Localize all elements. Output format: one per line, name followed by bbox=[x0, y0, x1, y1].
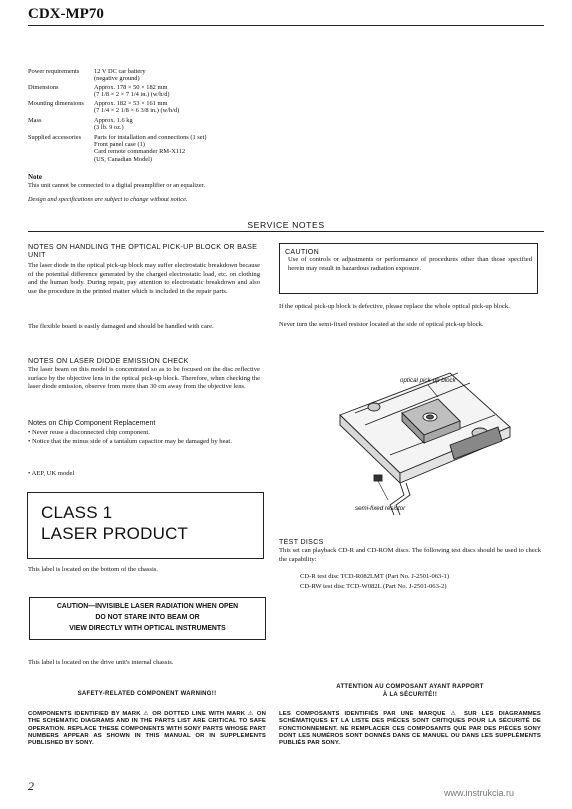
spec-value-line: Parts for installation and connections (1 set) bbox=[94, 134, 207, 141]
laser-warning-label bbox=[29, 597, 266, 640]
caution-heading: CAUTION bbox=[285, 248, 320, 256]
class1-line1: CLASS 1 bbox=[41, 503, 113, 522]
spec-label: Supplied accessories bbox=[28, 134, 82, 141]
label-drive-note: This label is located on the drive unit's internal chassis. bbox=[28, 659, 174, 666]
label-bottom-note: This label is located on the bottom of the chassis. bbox=[28, 566, 159, 573]
pickup-note-2: Never turn the semi-fixed resistor located at the side of optical pick-up block. bbox=[279, 321, 484, 328]
spec-value-line: Approx. 178 × 50 × 182 mm bbox=[94, 84, 168, 91]
laser-check-text: The laser beam on this model is concentrated so as to be focused on the disc reflective surface by the objective lens in the optical pick-up block. Therefore, when checking the laser diode emission, observe from more than 30 cm away from the objective lens. bbox=[28, 366, 260, 391]
spec-value-line: Approx. 182 × 53 × 161 mm bbox=[94, 100, 168, 107]
warning-line1: CAUTION—INVISIBLE LASER RADIATION WHEN OPEN bbox=[56, 603, 239, 610]
warning-line3: VIEW DIRECTLY WITH OPTICAL INSTRUMENTS bbox=[69, 625, 226, 632]
spec-value bbox=[94, 117, 274, 131]
service-notes-title: SERVICE NOTES bbox=[247, 220, 325, 230]
chip-item-1: • Never reuse a disconnected chip component. bbox=[28, 429, 150, 436]
spec-label: Dimensions bbox=[28, 84, 59, 91]
spec-value-line: (7 1/8 × 2 × 7 1/4 in.) (w/h/d) bbox=[94, 91, 170, 99]
figure-label-pickup: optical pick-up block bbox=[400, 377, 456, 384]
warning-line2: DO NOT STARE INTO BEAM OR bbox=[95, 614, 200, 621]
spec-value-line: Card remote commander RM-X112 bbox=[94, 148, 186, 156]
test-discs-text: This set can playback CD-R and CD-ROM discs. The following test discs should be used to check the capability: bbox=[279, 547, 541, 563]
safety-fr-heading-2: À LA SÉCURITÉ!! bbox=[382, 692, 438, 698]
safety-fr-heading-1: ATTENTION AU COMPOSANT AYANT RAPPORT bbox=[336, 684, 484, 690]
test-disc-1: CD-R test disc TCD-R082LMT (Part No. J-2501-063-1) bbox=[300, 573, 450, 580]
service-notes-rule bbox=[28, 231, 544, 232]
handling-heading: NOTES ON HANDLING THE OPTICAL PICK-UP BLOCK OR BASE UNIT bbox=[28, 243, 258, 260]
spec-value-line: Front panel case (1) bbox=[94, 141, 145, 149]
design-notice: Design and specifications are subject to change without notice. bbox=[28, 196, 188, 203]
handling-para-2: The flexible board is easily damaged and should be handled with care. bbox=[28, 323, 214, 330]
chip-item-2: • Notice that the minus side of a tantalum capacitor may be damaged by heat. bbox=[28, 438, 232, 445]
handling-para-1: The laser diode in the optical pick-up block may suffer electrostatic breakdown because of the potential difference generated by the charged electrostatic load, etc. on clothing and the human body. During repair, pay attention to electrostatic breakdown and also use the procedure in the printed matter which is included in the repair parts. bbox=[28, 262, 260, 295]
spec-value bbox=[94, 134, 274, 163]
class1-laser-label bbox=[27, 492, 264, 559]
class1-line2: LASER PRODUCT bbox=[41, 524, 189, 543]
model-title: CDX-MP70 bbox=[28, 6, 104, 22]
spec-value bbox=[94, 84, 274, 98]
test-disc-2: CD-RW test disc TCD-W082L (Part No. J-2501-063-2) bbox=[300, 583, 447, 590]
header-rule bbox=[28, 25, 544, 26]
laser-check-heading: NOTES ON LASER DIODE EMISSION CHECK bbox=[28, 357, 189, 365]
spec-value-line: (US, Canadian Model) bbox=[94, 155, 153, 163]
safety-en-heading: SAFETY-RELATED COMPONENT WARNING!! bbox=[77, 691, 217, 697]
aep-model-note: • AEP, UK model bbox=[28, 470, 75, 477]
spec-label: Power requirements bbox=[28, 68, 80, 75]
chip-heading: Notes on Chip Component Replacement bbox=[28, 419, 156, 427]
spec-label: Mass bbox=[28, 117, 42, 124]
caution-box bbox=[279, 243, 538, 294]
note-text: This unit cannot be connected to a digital preamplifier or an equalizer. bbox=[28, 182, 205, 189]
spec-label: Mounting dimensions bbox=[28, 100, 84, 107]
safety-en-text: COMPONENTS IDENTIFIED BY MARK ⚠ OR DOTTED LINE WITH MARK ⚠ ON THE SCHEMATIC DIAGRAMS AND IN THE PARTS LIST ARE CRITICAL TO SAFE OPERATION. REPLACE THESE COMPONENTS WITH SONY PARTS WHOSE PART NUMBERS APPEAR AS SHOWN IN THIS MANUAL OR IN SUPPLEMENTS PUBLISHED BY SONY. bbox=[28, 711, 266, 747]
test-discs-heading: TEST DISCS bbox=[279, 538, 324, 546]
spec-value-line: Approx. 1.6 kg bbox=[94, 117, 133, 124]
page-number: 2 bbox=[28, 779, 34, 793]
safety-fr-text: LES COMPOSANTS IDENTIFIÉS PAR UNE MARQUE ⚠ SUR LES DIAGRAMMES SCHÉMATIQUES ET LA LISTE DES PIÈCES SONT CRITIQUES POUR LA SÉCURITÉ DE FONCTIONNEMENT. NE REMPLACER CES COMPOSANTS QUE PAR DES PIÈCES SONY DONT LES NUMÉROS SONT DONNÉS DANS CE MANUEL OU DANS LES SUPPLÉMENTS PUBLIÉS PAR SONY. bbox=[279, 711, 541, 747]
pickup-note-1: If the optical pick-up block is defective, please replace the whole optical pick-up block. bbox=[279, 303, 510, 310]
spec-value-line: (negative ground) bbox=[94, 75, 140, 83]
spec-value bbox=[94, 68, 274, 82]
spec-value bbox=[94, 100, 274, 114]
spec-value-line: (7 1/4 × 2 1/8 × 6 3/8 in.) (w/h/d) bbox=[94, 107, 180, 115]
figure-label-resistor: semi-fixed resistor bbox=[355, 505, 406, 512]
watermark: www.instrukcia.ru bbox=[444, 788, 515, 798]
note-heading: Note bbox=[28, 173, 42, 181]
caution-text: Use of controls or adjustments or performance of procedures other than those specified herein may result in hazardous radiation exposure. bbox=[288, 256, 532, 272]
spec-value-line: (3 lb. 9 oz.) bbox=[94, 124, 124, 132]
spec-value-line: 12 V DC car battery bbox=[94, 68, 146, 75]
